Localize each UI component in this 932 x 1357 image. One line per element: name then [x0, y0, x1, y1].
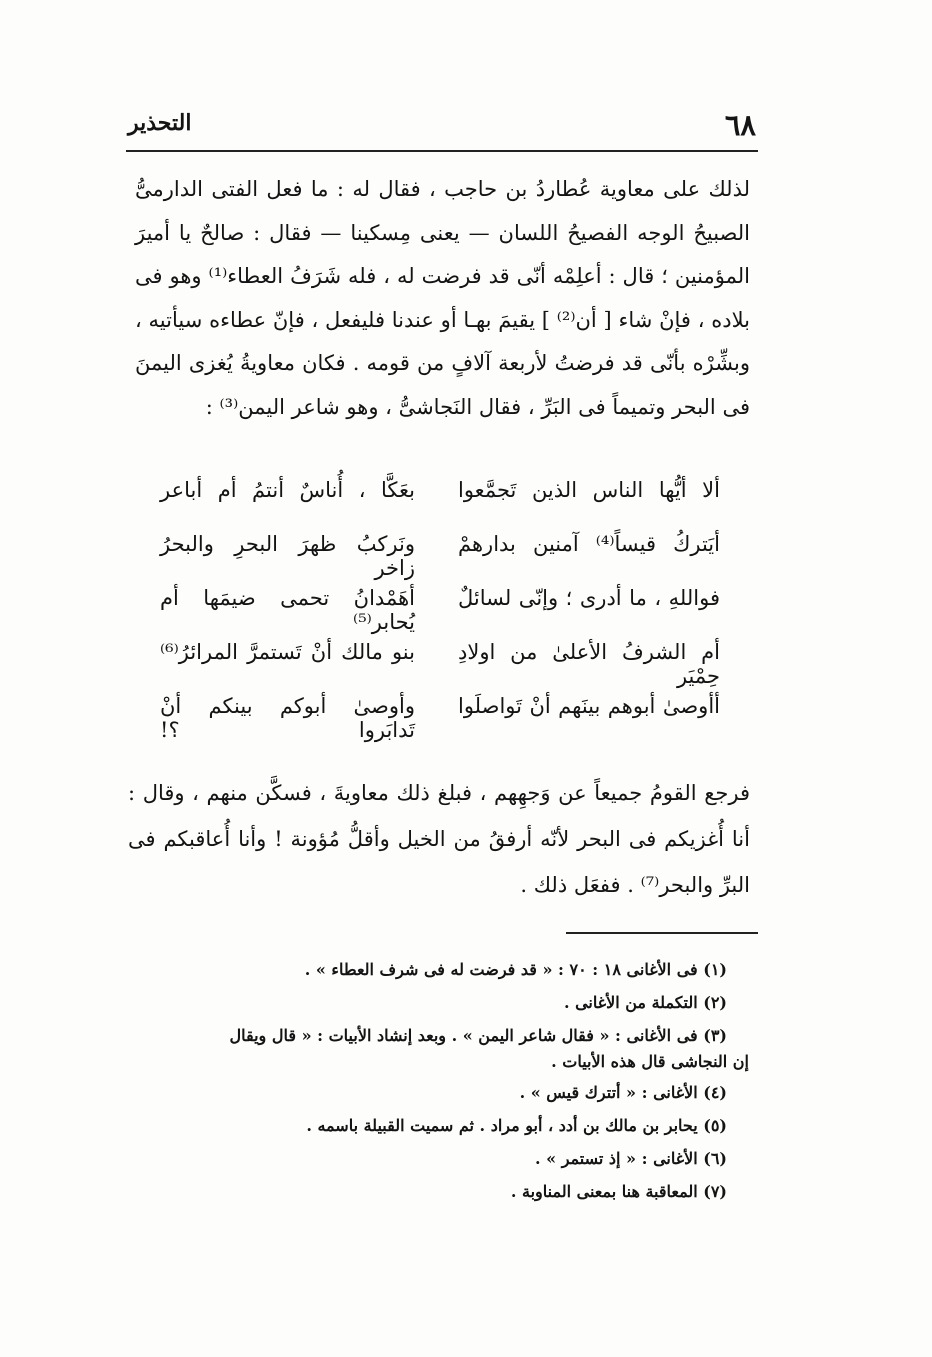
verse-first-hemistich: أأوصىٰ أبوهم بينَهم أنْ تَواصلَوا: [458, 694, 720, 718]
closing-paragraph: [128, 770, 750, 908]
running-title: التحذير: [128, 110, 192, 136]
poem-verse: [160, 532, 720, 586]
verse-second-hemistich: ونَركبُ ظهرَ البحرِ والبحرُ زاخر: [160, 532, 415, 580]
verse-second-hemistich: أهَمْدانُ تحمى ضيمَها أم يُحابر⁽⁵⁾: [160, 586, 415, 634]
paragraph-text: لذلك على معاوية عُطاردُ بن حاجب ، فقال له : ما فعل الفتى الدارمىُّ الصبيحُ الوجه الفصيحُ اللسان — يعنى مِسكينا — فقال : صالحٌ يا أميرَ المؤمنين ؛ قال : أعلِمْه أنّى قد فرضت له ، فله شَرَفُ العطاء⁽¹⁾ وهو فى بلاده ، فإنْ شاء [ أن⁽²⁾ ] يقيمَ بهـا أو عندنا فليفعل ، فإنّ عطاءه سيأتيه ، وبشِّرْه بأنّى قد فرضتُ لأربعة آلافٍ من قومه . فكان معاويةُ يُغزى اليمنَ فى البحر وتميماً فى البَرِّ ، فقال النَجاشىُّ ، وهو شاعر اليمن⁽³⁾ :: [135, 177, 751, 419]
verse-second-hemistich: وأوصىٰ أبوكم بينكم أنْ تَدابَروا ؟!: [160, 694, 415, 742]
verse-first-hemistich: فواللهِ ، ما أدرى ؛ وإنّى لسائلٌ: [458, 586, 720, 610]
footnote-continuation: إن النجاشى قال هذه الأبيات .: [551, 1052, 749, 1071]
main-paragraph: [135, 168, 750, 429]
footnote-text: (٤) الأغانى : « أتترك قيس » .: [519, 1083, 727, 1102]
poem-verse: [160, 694, 720, 748]
poem-verse: [160, 586, 720, 640]
verse-second-hemistich: بعَكَّا ، أُناسٌ أنتمُ أم أباعر: [160, 478, 415, 502]
poem: [160, 478, 720, 748]
footnotes: [132, 955, 749, 1210]
footnote: [132, 1078, 727, 1107]
paragraph-text: فرجع القومُ جميعاً عن وَجهِهم ، فبلغ ذلك معاويةَ ، فسكَّن منهم ، وقال : أنا أُغزيكم فى البحر لأنّه أرفقُ من الخيل وأقلُّ مُؤونة ! وأنا أُعاقبكم فى البرِّ والبحر⁽⁷⁾ . ففعَل ذلك .: [128, 781, 750, 897]
verse-first-hemistich: أم الشرفُ الأعلىٰ من اولادِ حِمْيَر: [458, 640, 720, 688]
footnote: [132, 1021, 749, 1074]
page-header: [128, 108, 756, 146]
verse-first-hemistich: أيَتركُ قيساً⁽⁴⁾ آمنين بدارهمْ: [458, 532, 720, 556]
footnote: [132, 1177, 727, 1206]
footnote-text: (٣) فى الأغانى : « فقال شاعر اليمن » . وبعد إنشاد الأبيات : « قال ويقال: [229, 1026, 727, 1045]
poem-verse: [160, 478, 720, 532]
footnote: [132, 1144, 727, 1173]
poem-verse: [160, 640, 720, 694]
footnote: [132, 955, 727, 984]
footnote-text: (٧) المعاقبة هنا بمعنى المناوبة .: [510, 1182, 727, 1201]
verse-second-hemistich: بنو مالك أنْ تَستمرَّ المرائرُ⁽⁶⁾: [160, 640, 415, 664]
header-divider: [126, 150, 758, 152]
verse-first-hemistich: ألا أيُّها الناس الذين تَجمَّعوا: [458, 478, 720, 502]
footnote-text: (٥) يحابر بن مالك بن أدد ، أبو مراد . ثم سميت القبيلة باسمه .: [306, 1116, 727, 1135]
page-number: ٦٨: [724, 108, 756, 142]
footnote: [132, 988, 727, 1017]
footnote-text: (٦) الأغانى : « إذ تستمر » .: [534, 1149, 727, 1168]
footnote-divider: [566, 932, 758, 934]
footnote-text: (٢) التكملة من الأغانى .: [563, 993, 727, 1012]
footnote: [132, 1111, 727, 1140]
footnote-text: (١) فى الأغانى ١٨ : ٧٠ : « قد فرضت له فى شرف العطاء » .: [304, 960, 727, 979]
